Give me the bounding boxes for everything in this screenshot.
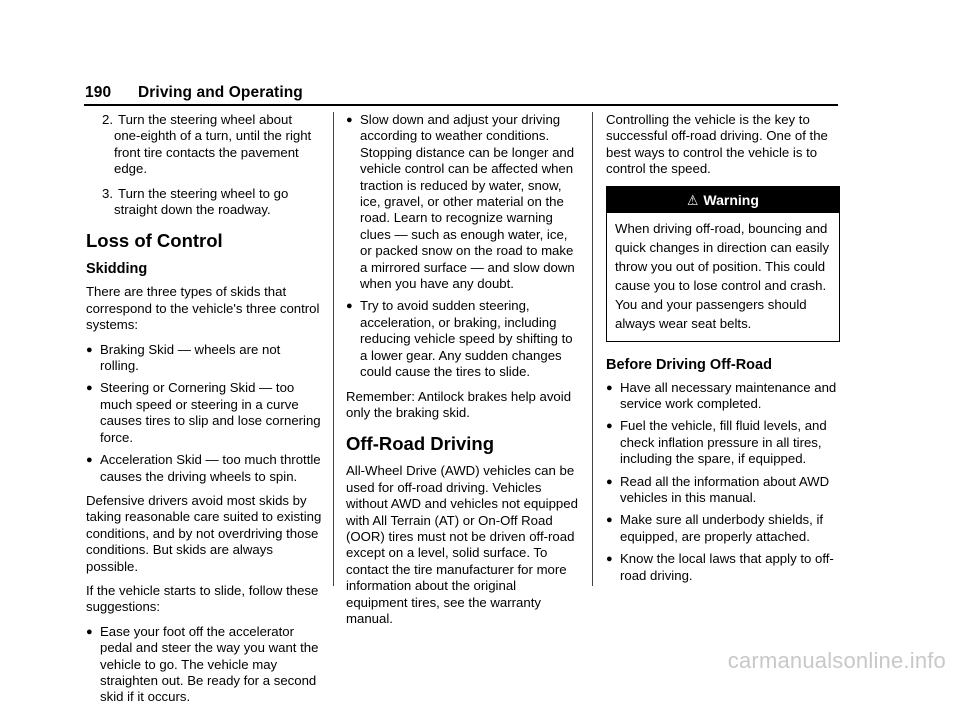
list-item: ● Steering or Cornering Skid — too much speed or steering in a curve causes tires to slip and lose cornering force. <box>86 380 321 445</box>
warning-title: Warning <box>703 191 759 208</box>
paragraph: Remember: Antilock brakes help avoid only the braking skid. <box>346 388 572 420</box>
list-item: ● Slow down and adjust your driving according to weather conditions. Stopping distance can be longer and vehicle control can be affected when traction is reduced by water, snow, ice, gravel, or other material on the road. Learn to recognize warning clues — such as enough water, ice, or packed snow on the road to make a mirrored surface — and slow down when you have any doubt. <box>346 112 575 292</box>
column-2 <box>346 112 578 635</box>
skid-types-list <box>86 342 322 485</box>
bullet-icon: ● <box>606 381 613 394</box>
paragraph: Defensive drivers avoid most skids by taking reasonable care suited to existing conditions, and by not overdriving those conditions. But skids are always possible. <box>86 492 322 574</box>
heading-loss-of-control: Loss of Control <box>86 230 223 252</box>
list-item: ● Read all the information about AWD vehicles in this manual. <box>606 473 830 506</box>
list-item: ● Acceleration Skid — too much throttle causes the driving wheels to spin. <box>86 452 321 484</box>
paragraph: Controlling the vehicle is the key to successful off-road driving. One of the best ways to control the vehicle is to control the speed. <box>606 112 828 177</box>
paragraph: All-Wheel Drive (AWD) vehicles can be used for off-road driving. Vehicles without AWD and vehicles not equipped with All Terrain (AT) or On-Off Road (OOR) tires must not be driven off-road except on a level, solid surface. To contact the tire manufacturer for more information about the original equipment tires, see the warranty manual. <box>346 463 578 626</box>
page-number: 190 <box>85 84 112 101</box>
bullet-icon: ● <box>606 475 613 488</box>
before-driving-list <box>606 380 840 584</box>
bullet-icon: ● <box>86 454 93 467</box>
warning-header <box>607 187 839 213</box>
list-item: ● Make sure all underbody shields, if equipped, are properly attached. <box>606 512 824 544</box>
warning-text: When driving off-road, bouncing and quick changes in direction can easily throw you out of position. This could cause you to lose control and crash. You and your passengers should always wear seat belts. <box>615 220 830 331</box>
bullet-icon: ● <box>86 382 93 395</box>
step-item: 2. Turn the steering wheel about one-eighth of a turn, until the right front tire contacts the pavement edge. <box>102 112 312 177</box>
column-divider <box>592 112 593 586</box>
paragraph: There are three types of skids that correspond to the vehicle's three control systems: <box>86 284 320 333</box>
column-1 <box>86 112 322 714</box>
list-item: ● Ease your foot off the accelerator pedal and steer the way you want the vehicle to go. The vehicle may straighten out. Be ready for a second skid if it occurs. <box>86 623 319 705</box>
list-item: ● Try to avoid sudden steering, acceleration, or braking, including reducing vehicle speed by shifting to a lower gear. Any sudden changes could cause the tires to slide. <box>346 298 573 380</box>
watermark: carmanualsonline.info <box>727 648 946 673</box>
heading-before-driving-off-road: Before Driving Off-Road <box>606 356 772 373</box>
page-header <box>84 82 838 106</box>
warning-box <box>606 186 840 342</box>
bullet-icon: ● <box>606 420 613 433</box>
slide-tips-list <box>86 624 322 706</box>
bullet-icon: ● <box>346 300 353 313</box>
bullet-icon: ● <box>606 514 613 527</box>
list-item: ● Know the local laws that apply to off-road driving. <box>606 551 834 583</box>
column-3 <box>606 112 840 592</box>
column-divider <box>333 112 334 586</box>
paragraph: If the vehicle starts to slide, follow these suggestions: <box>86 582 319 615</box>
bullet-icon: ● <box>606 553 613 566</box>
bullet-icon: ● <box>346 114 353 126</box>
heading-skidding: Skidding <box>86 261 148 278</box>
section-title: Driving and Operating <box>138 84 303 101</box>
driving-tips-list <box>346 112 578 381</box>
list-item: ● Braking Skid — wheels are not rolling. <box>86 341 281 374</box>
list-item: ● Have all necessary maintenance and service work completed. <box>606 379 837 412</box>
list-item: ● Fuel the vehicle, fill fluid levels, and check inflation pressure in all tires, including the spare, if equipped. <box>606 418 827 467</box>
warning-icon: ⚠ <box>687 191 699 208</box>
heading-off-road-driving: Off-Road Driving <box>346 433 494 455</box>
step-item: 3. Turn the steering wheel to go straight down the roadway. <box>102 185 289 218</box>
bullet-icon: ● <box>86 625 93 638</box>
bullet-icon: ● <box>86 343 93 356</box>
